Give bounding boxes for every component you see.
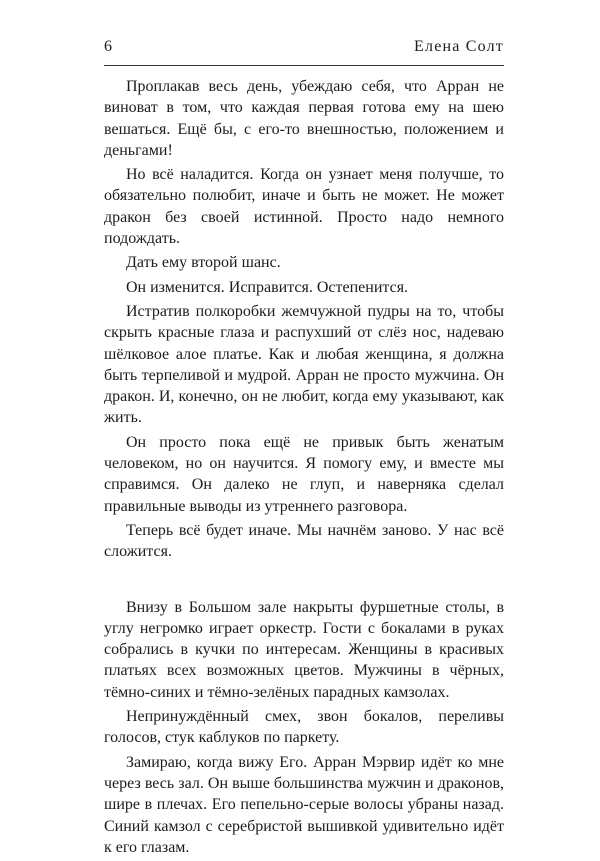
- paragraph: Он изменится. Исправится. Остепенится.: [126, 278, 409, 296]
- section-break: [104, 566, 504, 597]
- paragraph: Теперь всё будет иначе. Мы начнём заново. У нас всё сложится.: [104, 521, 504, 561]
- paragraph: Замираю, когда вижу Его. Арран Мэрвир идёт ко мне через весь зал. Он выше большинства мужчин и драконов, шире в плечах. Его пепельно-серые волосы убраны назад. Синий камзол с серебристой вышивкой удивительно идёт к его глазам.: [104, 753, 504, 856]
- paragraph: Но всё наладится. Когда он узнает меня получше, то обязательно полюбит, иначе и быть не может. Не может дракон без своей истинной. Просто надо немного подождать.: [104, 166, 504, 248]
- paragraph: Истратив полкоробки жемчужной пудры на то, чтобы скрыть красные глаза и распухший от слёз нос, надеваю шёлковое алое платье. Как и любая женщина, я должна быть терпеливой и мудрой. Арран не просто мужчина. Он дракон. И, конечно, он не любит, когда ему указывают, как жить.: [104, 302, 504, 427]
- paragraph: Непринуждённый смех, звон бокалов, переливы голосов, стук каблуков по паркету.: [104, 708, 504, 747]
- paragraph: Проплакав весь день, убеждаю себя, что Арран не виноват в том, что каждая первая готова ему на шею вешаться. Ещё бы, с его-то внешностью, положением и деньгами!: [104, 78, 504, 159]
- page-number: 6: [104, 38, 112, 55]
- paragraph: Он просто пока ещё не привык быть женатым человеком, но он научится. Я помогу ему, и вместе мы справимся. Он далеко не глуп, и наверняка сделал правильные выводы из утреннего разговора.: [104, 433, 504, 515]
- header-rule: [104, 65, 504, 66]
- paragraph: Внизу в Большом зале накрыты фуршетные столы, в углу негромко играет оркестр. Гости с бокалами в руках собрались в кучки по интересам. Женщины в красивых платьях всех возможных цветов. Мужчины в чёрных, тёмно-синих и тёмно-зелёных парадных камзолах.: [104, 598, 504, 701]
- page-body: [104, 76, 504, 861]
- author-name: Елена Солт: [414, 38, 504, 55]
- paragraph: Дать ему второй шанс.: [126, 254, 281, 272]
- running-header: [104, 38, 504, 56]
